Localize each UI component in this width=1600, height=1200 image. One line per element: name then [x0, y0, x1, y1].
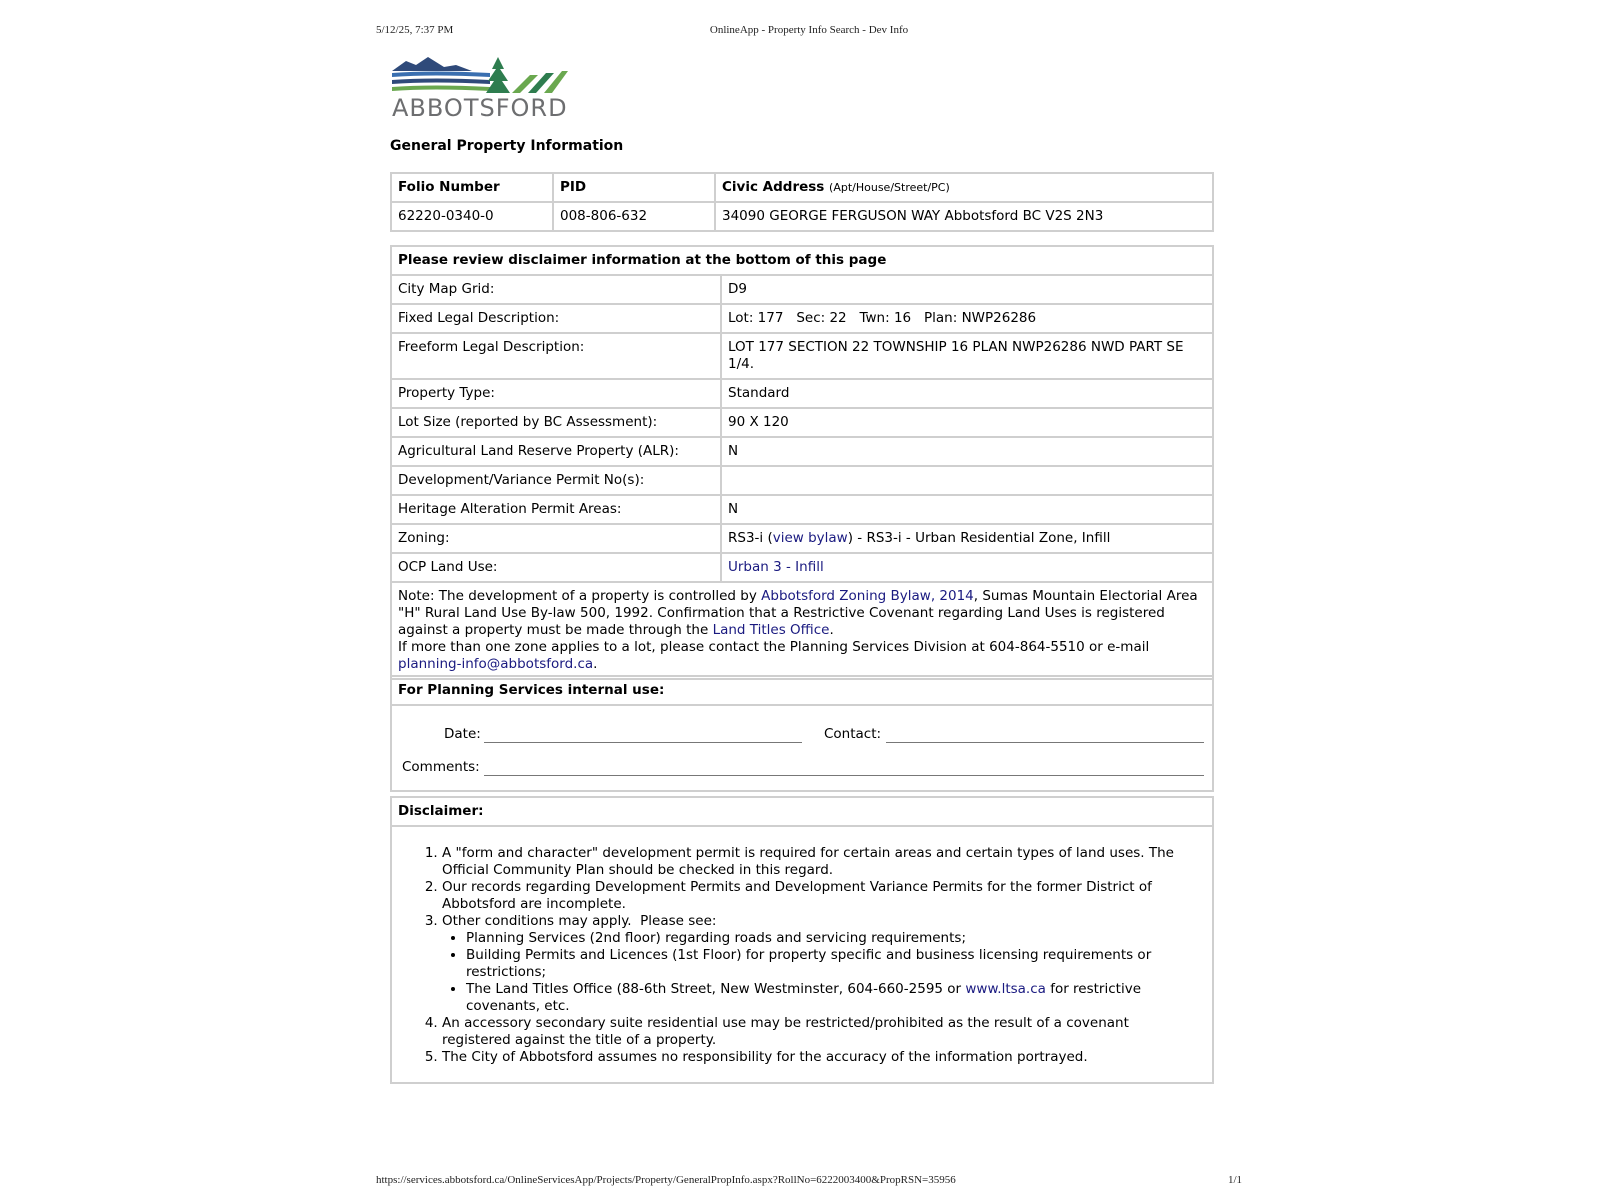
print-footer [376, 1174, 1242, 1188]
row-label: Zoning: [391, 524, 721, 553]
print-url: https://services.abbotsford.ca/OnlineServicesApp/Projects/Property/GeneralPropInfo.aspx?RollNo=6222003400&PropRSN=35956 [376, 1174, 956, 1186]
contact-line[interactable] [886, 742, 1204, 743]
disclaimer-table [390, 796, 1214, 1084]
ltsa-link[interactable]: www.ltsa.ca [965, 981, 1046, 997]
row-value: Standard [721, 379, 1213, 408]
row-label: Heritage Alteration Permit Areas: [391, 495, 721, 524]
list-item-text: Other conditions may apply. Please see: [442, 913, 717, 929]
table-row [391, 495, 1213, 524]
row-label: City Map Grid: [391, 275, 721, 304]
row-value: 90 X 120 [721, 408, 1213, 437]
planning-email-link[interactable]: planning-info@abbotsford.ca [398, 656, 594, 672]
folio-header: Folio Number [391, 173, 553, 202]
note-text: . [593, 656, 598, 672]
print-page-title: OnlineApp - Property Info Search - Dev Info [709, 24, 909, 36]
row-label: Freeform Legal Description: [391, 333, 721, 379]
row-value: N [721, 437, 1213, 466]
internal-use-table [390, 675, 1214, 792]
row-label: OCP Land Use: [391, 553, 721, 582]
comments-line[interactable] [484, 775, 1204, 776]
logo-graphic-icon [392, 55, 568, 95]
internal-use-header: For Planning Services internal use: [391, 676, 1213, 705]
row-label: Property Type: [391, 379, 721, 408]
view-bylaw-link[interactable]: view bylaw [772, 530, 848, 546]
abbotsford-logo[interactable] [392, 55, 568, 123]
pid-value: 008-806-632 [553, 202, 715, 231]
date-label: Date: [444, 726, 481, 742]
list-item: 4. An accessory secondary suite residential use may be restricted/prohibited as the result of a covenant registered against the title of a property. [442, 1015, 1198, 1049]
internal-use-section [390, 675, 1214, 792]
civic-header [715, 173, 1213, 202]
print-datetime: 5/12/25, 7:37 PM [376, 24, 454, 36]
ocp-land-use-link[interactable]: Urban 3 - Infill [728, 559, 824, 575]
note-text: , Sumas Mountain Electorial Area "H" Rural Land Use By-law 500, 1992. Confirmation that a Restrictive Covenant regarding Land Uses is registered against a property must be made through the [398, 588, 1198, 638]
disclaimer-section [390, 796, 1214, 1084]
zoning-description: ) - RS3-i - Urban Residential Zone, Infill [847, 530, 1111, 546]
list-item [442, 913, 1198, 1015]
note-text: Note: The development of a property is controlled by [398, 588, 762, 604]
list-item-text: The Land Titles Office (88-6th Street, New Westminster, 604-660-2595 or [466, 981, 966, 997]
disclaimer-header: Disclaimer: [391, 797, 1213, 826]
zoning-code: RS3-i ( [728, 530, 773, 546]
date-line[interactable] [484, 742, 802, 743]
pid-header: PID [553, 173, 715, 202]
row-value: LOT 177 SECTION 22 TOWNSHIP 16 PLAN NWP26286 NWD PART SE 1/4. [721, 333, 1213, 379]
row-value: N [721, 495, 1213, 524]
table-row [391, 304, 1213, 333]
table-row [391, 437, 1213, 466]
note-text: If more than one zone applies to a lot, please contact the Planning Services Division at 604-864-5510 or e-mail [398, 639, 1150, 655]
list-item: • Planning Services (2nd floor) regarding roads and servicing requirements; [466, 930, 1198, 947]
property-details-section [390, 245, 1214, 680]
note-text: . [829, 622, 834, 638]
property-summary-section [390, 172, 1214, 232]
disclaimer-list [406, 845, 1198, 1066]
ocp-row [391, 553, 1213, 582]
table-row [391, 202, 1213, 231]
row-label: Agricultural Land Reserve Property (ALR): [391, 437, 721, 466]
property-summary-table [390, 172, 1214, 232]
ocp-value [721, 553, 1213, 582]
table-header-row [391, 173, 1213, 202]
page-title: General Property Information [390, 138, 624, 154]
table-row [391, 275, 1213, 304]
table-row [391, 466, 1213, 495]
civic-header-hint: (Apt/House/Street/PC) [829, 181, 950, 194]
property-details-table [390, 245, 1214, 680]
list-item: 5. The City of Abbotsford assumes no responsibility for the accuracy of the information portrayed. [442, 1049, 1198, 1066]
zoning-note [391, 582, 1213, 679]
row-label: Development/Variance Permit No(s): [391, 466, 721, 495]
print-header [376, 24, 1242, 38]
folio-value: 62220-0340-0 [391, 202, 553, 231]
zoning-row [391, 524, 1213, 553]
conditions-list [442, 930, 1198, 1015]
list-item-text: for restrictive covenants, etc. [466, 981, 1141, 1014]
comments-label: Comments: [402, 759, 480, 775]
list-item: 2. Our records regarding Development Permits and Development Variance Permits for the former District of Abbotsford are incomplete. [442, 879, 1198, 913]
internal-use-form [392, 706, 1212, 790]
land-titles-office-link[interactable]: Land Titles Office [712, 622, 830, 638]
list-item [466, 981, 1198, 1015]
list-item: • Building Permits and Licences (1st Floor) for property specific and business licensing requirements or restrictions; [466, 947, 1198, 981]
disclaimer-body [392, 827, 1212, 1082]
table-row [391, 379, 1213, 408]
table-row [391, 333, 1213, 379]
civic-header-label: Civic Address [722, 179, 825, 195]
list-item: 1. A "form and character" development permit is required for certain areas and certain types of land uses. The Official Community Plan should be checked in this regard. [442, 845, 1198, 879]
zoning-value [721, 524, 1213, 553]
row-value: Lot: 177 Sec: 22 Twn: 16 Plan: NWP26286 [721, 304, 1213, 333]
row-value: D9 [721, 275, 1213, 304]
row-label: Fixed Legal Description: [391, 304, 721, 333]
logo-text: ABBOTSFORD [392, 94, 568, 122]
note-row [391, 582, 1213, 679]
zoning-bylaw-link[interactable]: Abbotsford Zoning Bylaw, 2014 [761, 588, 974, 604]
disclaimer-notice-header: Please review disclaimer information at the bottom of this page [391, 246, 1213, 275]
page-number: 1/1 [1227, 1174, 1242, 1186]
row-value [721, 466, 1213, 495]
table-row [391, 408, 1213, 437]
row-label: Lot Size (reported by BC Assessment): [391, 408, 721, 437]
contact-label: Contact: [824, 726, 882, 742]
civic-value: 34090 GEORGE FERGUSON WAY Abbotsford BC V2S 2N3 [715, 202, 1213, 231]
